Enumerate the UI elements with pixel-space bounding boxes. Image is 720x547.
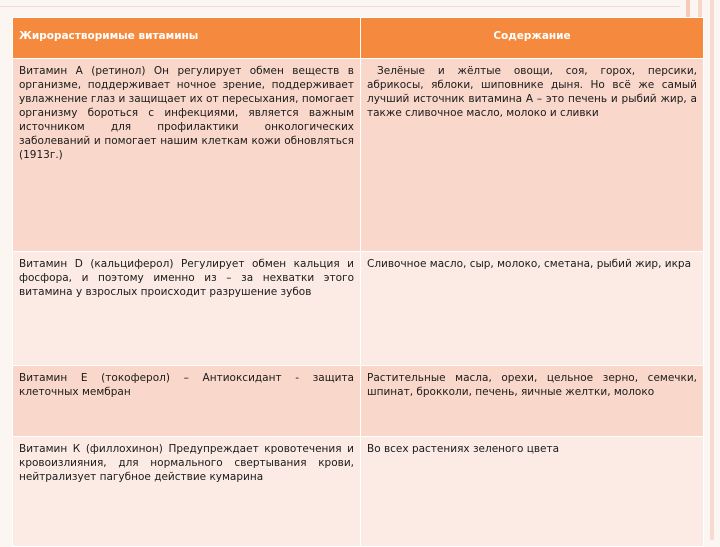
vitamin-a-description: Витамин А (ретинол) Он регулирует обмен веществ в организме, поддерживает ночное зрение, поддерживает увлажнение глаз и защищает их от пересыхания, помогает организму бороться с инфекциями, является важным источником для профилактики онкологических заболеваний и помогает нашим клеткам кожи обновляться (1913г.)	[13, 59, 361, 252]
vitamin-k-description: Витамин К (филлохинон) Предупреждает кровотечения и кровоизлияния, для нормального свертывания крови, нейтрализует пагубное действие кумарина	[13, 437, 361, 547]
vitamin-e-description: Витамин Е (токоферол) – Антиоксидант - защита клеточных мембран	[13, 366, 361, 437]
decorative-side-band	[710, 0, 714, 540]
vitamin-e-sources: Растительные масла, орехи, цельное зерно, семечки, шпинат, брокколи, печень, яичные желтки, молоко	[361, 366, 704, 437]
slide-top-rule	[0, 6, 680, 7]
table-row	[13, 437, 704, 547]
table-header-row	[13, 18, 704, 59]
table-row	[13, 59, 704, 252]
vitamin-d-description: Витамин D (кальциферол) Регулирует обмен кальция и фосфора, и поэтому именно из – за нехватки этого витамина у взрослых происходит разрушение зубов	[13, 252, 361, 366]
header-vitamins: Жирорастворимые витамины	[13, 18, 361, 59]
vitamin-d-sources: Сливочное масло, сыр, молоко, сметана, рыбий жир, икра	[361, 252, 704, 366]
vitamins-table	[12, 17, 704, 547]
header-content: Содержание	[361, 18, 704, 59]
vitamin-k-sources: Во всех растениях зеленого цвета	[361, 437, 704, 547]
vitamin-a-sources: Зелёные и жёлтые овощи, соя, горох, персики, абрикосы, яблоки, шиповнике дыня. Но всё же самый лучший источник витамина А – это печень и рыбий жир, а также сливочное масло, молоко и сливки	[361, 59, 704, 252]
table-row	[13, 366, 704, 437]
table-row	[13, 252, 704, 366]
